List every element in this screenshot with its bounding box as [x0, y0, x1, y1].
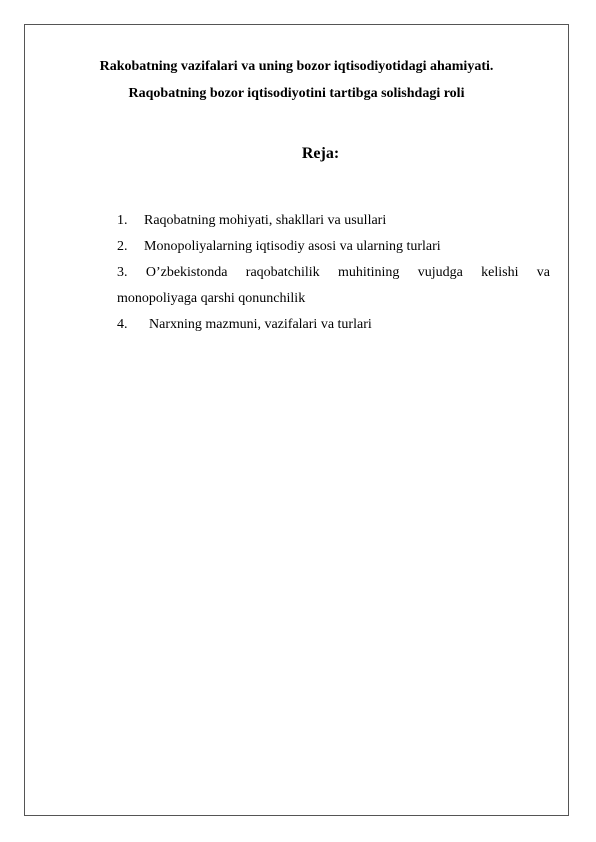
- plan-item-2: [117, 234, 550, 260]
- plan-item-3: [117, 260, 550, 286]
- plan-item-text: Monopoliyalarning iqtisodiy asosi va ularning turlari: [144, 239, 441, 254]
- plan-list: [117, 208, 550, 338]
- plan-item-number: 1.: [117, 213, 128, 228]
- plan-item-number: 2.: [117, 239, 128, 254]
- plan-item-3-continuation: monopoliyaga qarshi qonunchilik: [117, 291, 306, 306]
- plan-item-text: Raqobatning mohiyati, shakllari va usullari: [144, 213, 387, 228]
- document-title-line-1: Rakobatning vazifalari va uning bozor iqtisodiyotidagi ahamiyati.: [99, 59, 494, 74]
- page-border: [24, 24, 569, 816]
- plan-heading: Reja:: [301, 145, 340, 162]
- document-title-line-2: Raqobatning bozor iqtisodiyotini tartibga solishdagi roli: [128, 86, 465, 101]
- plan-item-1: [117, 208, 550, 234]
- plan-item-text: O’zbekistonda raqobatchilik muhitining vujudga kelishi va: [145, 265, 551, 280]
- plan-item-text: Narxning mazmuni, vazifalari va turlari: [149, 317, 372, 332]
- plan-item-number: 3.: [117, 265, 128, 280]
- plan-item-4: [117, 312, 550, 338]
- plan-item-number: 4.: [117, 317, 128, 332]
